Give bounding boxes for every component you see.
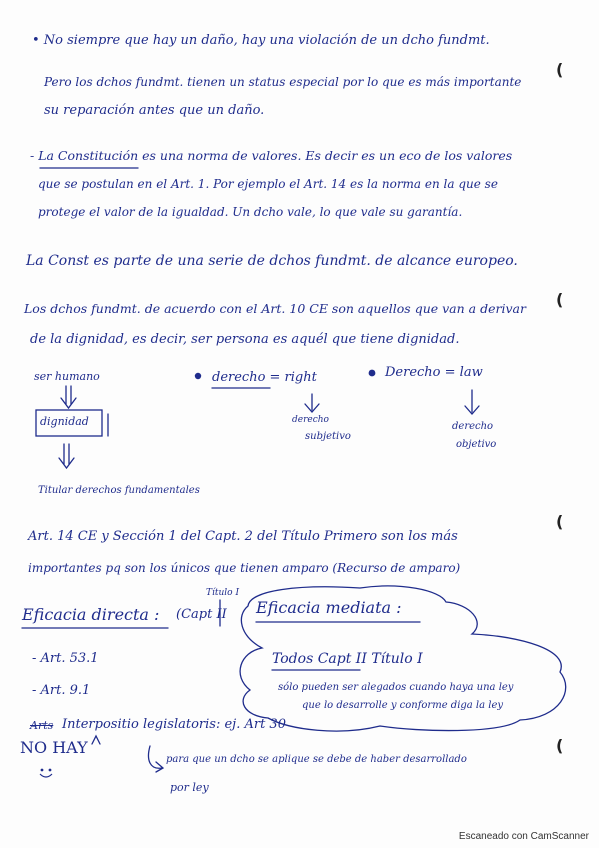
note-line: su reparación antes que un daño.: [44, 103, 265, 118]
note-line: protege el valor de la igualdad. Un dcho vale, lo que vale su garantía.: [38, 205, 463, 219]
strike-word: Arts: [30, 719, 54, 732]
diagram-derecho-objetivo-1: derecho: [452, 421, 494, 432]
diagram-ser-humano: ser humano: [34, 370, 100, 383]
binding-hook: (: [556, 60, 564, 79]
eficacia-directa-item: - Art. 9.1: [32, 683, 91, 698]
interposicion-text: Interpositio legislatoris: ej. Art 30: [62, 717, 286, 732]
diagram-titular: Titular derechos fundamentales: [38, 485, 200, 496]
diagram-derecho-law: Derecho = law: [385, 365, 483, 380]
note-line: La Const es parte de una serie de dchos fundmt. de alcance europeo.: [26, 253, 518, 269]
eficacia-mediata-line: Todos Capt II Título I: [272, 651, 423, 667]
note-line: - La Constitución es una norma de valores. Es decir es un eco de los valores: [30, 148, 513, 163]
note-line: de la dignidad, es decir, ser persona es aquél que tiene dignidad.: [30, 332, 460, 347]
diagram-derecho-objetivo-2: objetivo: [456, 439, 497, 450]
binding-hook: (: [556, 736, 564, 755]
note-line: Los dchos fundmt. de acuerdo con el Art. 10 CE son aquellos que van a derivar: [24, 301, 526, 316]
diagram-derecho-subjetivo-2: subjetivo: [305, 431, 351, 442]
scanner-watermark: Escaneado con CamScanner: [458, 831, 589, 842]
diagram-derecho-right: derecho = right: [212, 370, 317, 385]
eficacia-mediata-line: sólo pueden ser alegados cuando haya una ley: [278, 682, 514, 693]
eficacia-directa-title: Eficacia directa :: [22, 605, 160, 624]
diagram-dignidad: dignidad: [40, 415, 89, 428]
eficacia-directa-ref: (Capt II: [176, 607, 227, 622]
eficacia-mediata-title: Eficacia mediata :: [256, 598, 402, 617]
eficacia-directa-ref-top: Título I: [206, 588, 240, 598]
binding-hook: (: [556, 512, 564, 531]
eficacia-mediata-line: que lo desarrolle y conforme diga la ley: [302, 700, 504, 711]
note-line: Art. 14 CE y Sección 1 del Capt. 2 del Título Primero son los más: [28, 529, 458, 544]
note-line: • No siempre que hay un daño, hay una violación de un dcho fundmt.: [32, 33, 490, 48]
eficacia-directa-item: - Art. 53.1: [32, 651, 99, 666]
interposicion-arrow-text: por ley: [170, 781, 209, 794]
binding-hook: (: [556, 290, 564, 309]
interposicion-arrow-text: para que un dcho se aplique se debe de haber desarrollado: [166, 754, 467, 765]
note-line: que se postulan en el Art. 1. Por ejemplo el Art. 14 es la norma en la que se: [38, 177, 498, 191]
note-line: Pero los dchos fundmt. tienen un status especial por lo que es más importante: [44, 75, 522, 89]
note-line: importantes pq son los únicos que tienen amparo (Recurso de amparo): [28, 561, 461, 575]
no-hay-label: NO HAY: [20, 738, 88, 757]
diagram-derecho-subjetivo-1: derecho: [292, 415, 329, 425]
